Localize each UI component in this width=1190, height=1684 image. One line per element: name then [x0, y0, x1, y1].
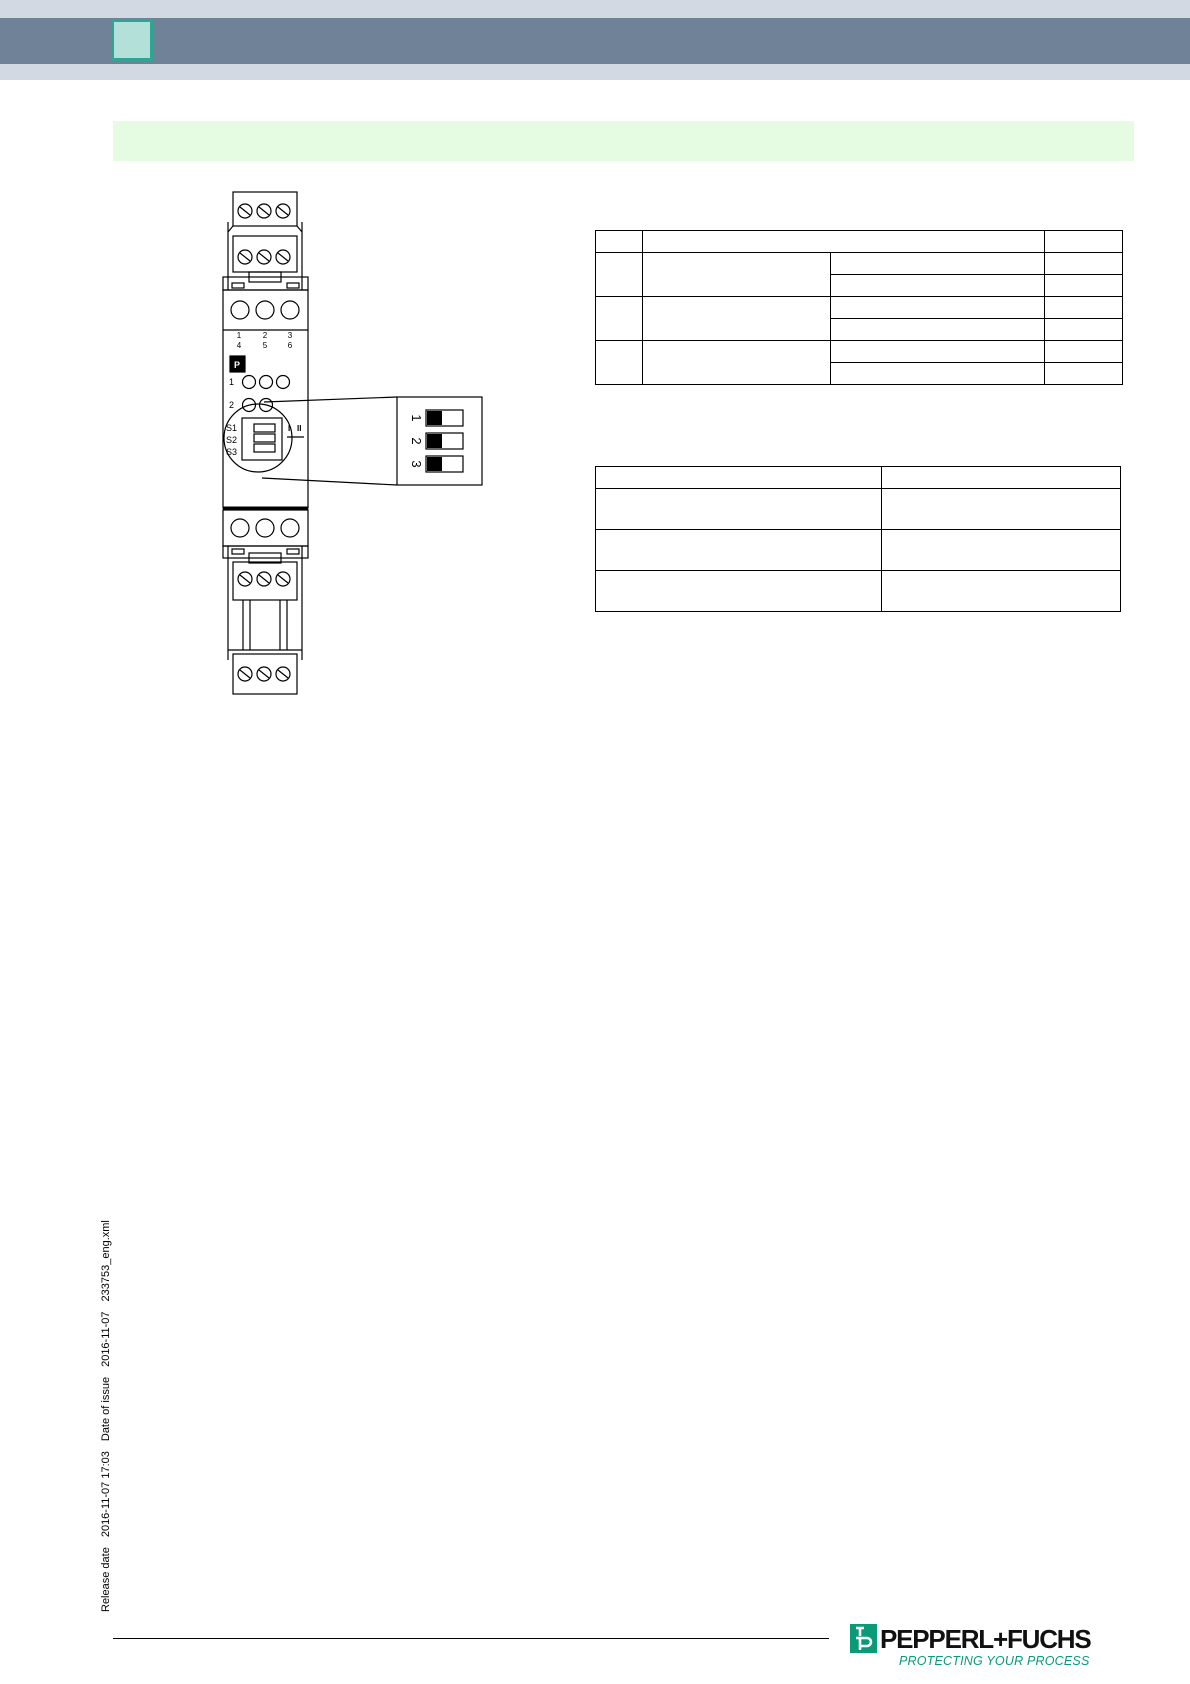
table-cell	[642, 253, 830, 297]
position-label: I	[288, 424, 291, 433]
terminal-number: 2	[262, 331, 268, 340]
brand-tagline: PROTECTING YOUR PROCESS	[899, 1654, 1090, 1668]
terminal-number: 6	[287, 341, 293, 350]
table-cell	[596, 571, 882, 612]
table-cell	[596, 489, 882, 530]
header-band	[0, 18, 1190, 64]
bottom-plug-upper	[233, 562, 297, 600]
screw-icon	[257, 572, 271, 586]
switch-number: 3	[409, 460, 424, 468]
screw-icon	[238, 667, 252, 681]
table-cell	[596, 530, 882, 571]
table-cell	[830, 253, 1045, 275]
table-cell	[830, 275, 1045, 297]
table-row	[596, 253, 1123, 275]
led-icon	[243, 376, 256, 389]
terminal-hole-icon	[231, 301, 249, 319]
table-cell	[882, 467, 1121, 489]
terminal-number: 5	[262, 341, 268, 350]
table-cell	[830, 319, 1045, 341]
table-row	[596, 571, 1121, 612]
terminal-hole-icon	[256, 519, 274, 537]
table-header-row	[596, 231, 1123, 253]
terminal-hole-icon	[281, 301, 299, 319]
switch-label: S3	[226, 447, 238, 457]
table-cell	[596, 253, 643, 297]
screw-icon	[238, 572, 252, 586]
table-row	[596, 341, 1123, 363]
screw-icon	[257, 204, 271, 218]
header-square-icon	[111, 19, 153, 61]
footer-rule	[113, 1638, 829, 1639]
device-front-view-diagram	[215, 188, 485, 698]
led-icon	[277, 376, 290, 389]
logo-mark-icon	[850, 1624, 877, 1653]
table-cell	[1045, 363, 1123, 385]
table-cell	[642, 341, 830, 385]
legend-table	[595, 466, 1121, 612]
screw-icon	[238, 250, 252, 264]
table-row	[596, 530, 1121, 571]
table-cell	[1045, 231, 1123, 253]
switch-label: S1	[226, 423, 238, 433]
table-cell	[882, 530, 1121, 571]
switch-number: 2	[409, 437, 424, 445]
header-underline	[0, 64, 1190, 80]
terminal-hole-icon	[281, 519, 299, 537]
release-date-label: Release date	[100, 1547, 112, 1612]
header-top-strip	[0, 0, 1190, 18]
led-row-label: 2	[229, 400, 235, 410]
table-cell	[882, 489, 1121, 530]
terminal-number: 1	[236, 331, 242, 340]
table-cell	[830, 297, 1045, 319]
table-cell	[1045, 341, 1123, 363]
table-cell	[642, 297, 830, 341]
led-row-label: 1	[229, 377, 235, 387]
svg-text:P: P	[233, 360, 241, 370]
table-cell	[596, 297, 643, 341]
screw-icon	[276, 204, 290, 218]
screw-icon	[257, 250, 271, 264]
terminal-number: 4	[236, 341, 242, 350]
table-row	[596, 297, 1123, 319]
terminal-hole-icon	[256, 301, 274, 319]
terminal-number: 3	[287, 331, 293, 340]
table-cell	[596, 467, 882, 489]
release-date: 2016-11-07 17:03	[100, 1451, 112, 1538]
table-cell	[596, 231, 643, 253]
section-title-bar	[113, 121, 1134, 161]
table-cell	[830, 341, 1045, 363]
screw-icon	[276, 667, 290, 681]
table-cell	[1045, 253, 1123, 275]
bottom-plug-lower	[233, 654, 297, 694]
table-cell	[596, 341, 643, 385]
table-cell	[642, 231, 1044, 253]
table-cell	[1045, 319, 1123, 341]
table-cell	[830, 363, 1045, 385]
issue-date: 2016-11-07	[100, 1311, 112, 1367]
screw-icon	[276, 250, 290, 264]
switch-settings-table	[595, 230, 1123, 385]
table-cell	[1045, 297, 1123, 319]
table-header-row	[596, 467, 1121, 489]
switch-label: S2	[226, 435, 238, 445]
top-plug-lower	[233, 236, 297, 272]
switch-number: 1	[409, 414, 424, 422]
table-cell	[1045, 275, 1123, 297]
terminal-hole-icon	[231, 519, 249, 537]
screw-icon	[238, 204, 252, 218]
position-label: II	[297, 424, 302, 433]
screw-icon	[257, 667, 271, 681]
file-name: 233753_eng.xml	[100, 1220, 112, 1302]
brand-name: PEPPERL+FUCHS	[880, 1624, 1091, 1654]
issue-date-label: Date of issue	[100, 1376, 112, 1442]
led-icon	[260, 376, 273, 389]
screw-icon	[276, 572, 290, 586]
release-info-sidebar	[100, 1210, 112, 1612]
table-cell	[882, 571, 1121, 612]
table-row	[596, 489, 1121, 530]
